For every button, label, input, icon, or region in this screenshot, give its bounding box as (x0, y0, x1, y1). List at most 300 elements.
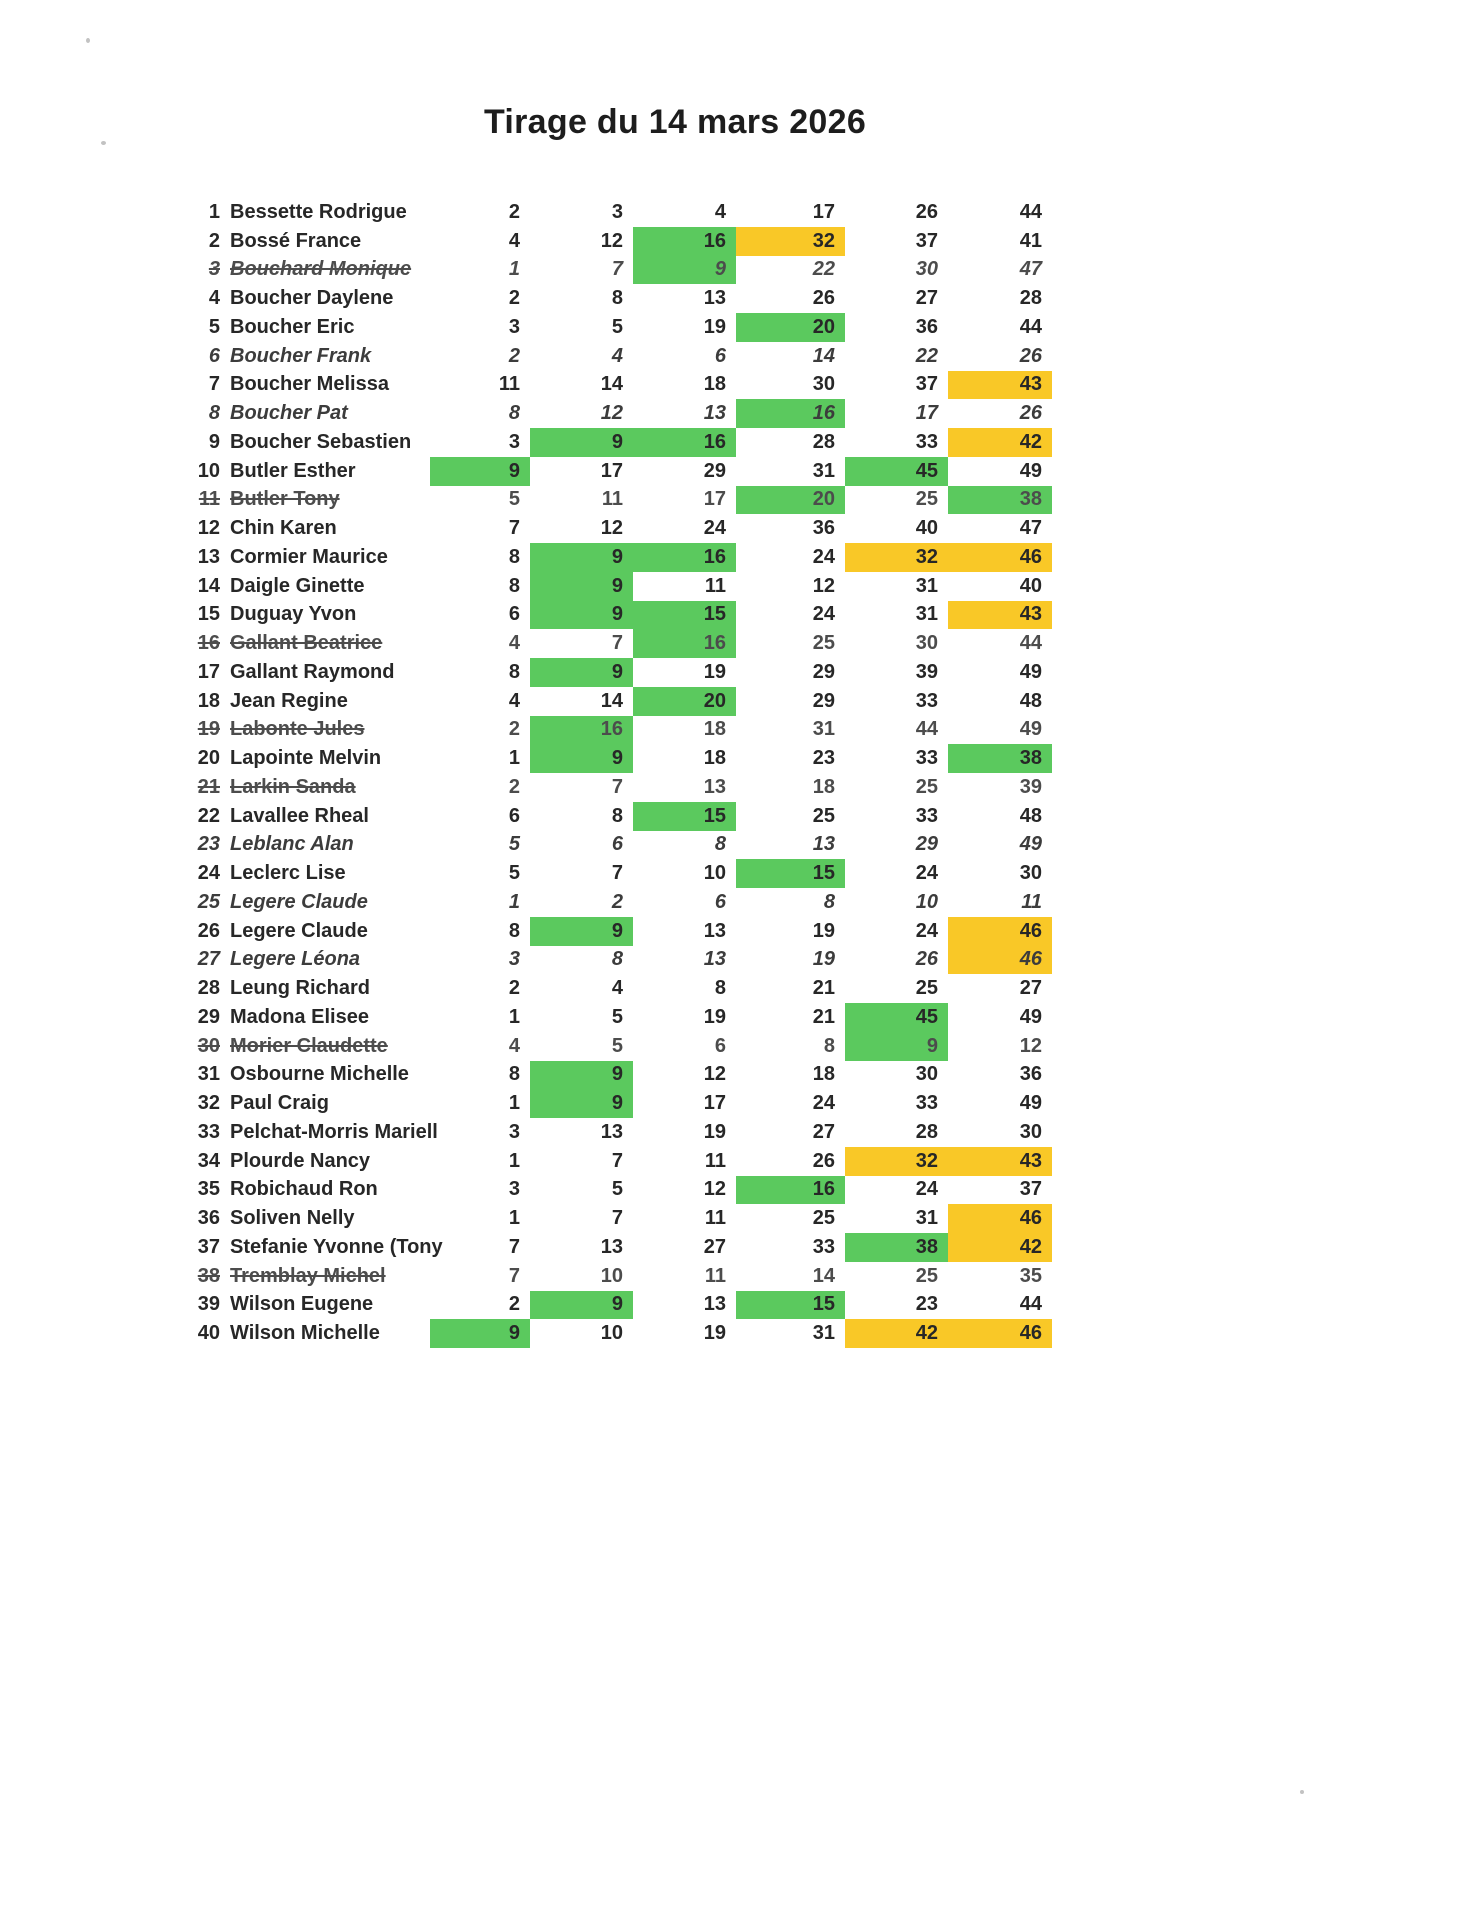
draw-number: 18 (703, 718, 726, 741)
draw-number: 16 (633, 227, 736, 256)
player-name: Boucher Daylene (230, 287, 394, 310)
table-row (190, 572, 1052, 601)
row-number: 6 (208, 344, 220, 367)
draw-number: 46 (948, 1204, 1052, 1233)
row-number: 34 (197, 1149, 220, 1172)
draw-number: 13 (600, 1120, 623, 1143)
row-number: 14 (197, 574, 220, 597)
scan-speck (1300, 1790, 1304, 1794)
draw-number: 20 (736, 313, 845, 342)
draw-number: 11 (1021, 890, 1042, 913)
draw-number: 2 (508, 200, 520, 223)
draw-number: 7 (611, 1207, 623, 1230)
draw-number: 48 (1019, 804, 1042, 827)
row-number: 5 (208, 315, 220, 338)
draw-number: 10 (600, 1264, 623, 1287)
draw-number: 2 (508, 287, 520, 310)
player-name: Bouchard Monique (230, 258, 412, 281)
draw-number: 15 (633, 601, 736, 630)
draw-number: 30 (915, 258, 938, 281)
table-row (190, 1118, 1052, 1147)
draw-number: 13 (703, 1293, 726, 1316)
draw-number: 36 (812, 517, 835, 540)
player-name: Legere Claude (230, 919, 368, 942)
draw-number: 44 (1019, 315, 1042, 338)
row-number: 23 (197, 833, 220, 856)
draw-number: 9 (530, 917, 633, 946)
draw-number: 18 (703, 373, 726, 396)
draw-number: 24 (812, 545, 835, 568)
player-name: Robichaud Ron (230, 1178, 378, 1201)
draw-number: 44 (915, 718, 938, 741)
player-name: Legere Claude (230, 890, 368, 913)
row-number: 3 (208, 258, 220, 281)
draw-number: 19 (812, 919, 835, 942)
draw-number: 7 (611, 775, 623, 798)
row-number: 24 (197, 862, 220, 885)
draw-number: 1 (508, 890, 520, 913)
draw-number: 7 (611, 258, 623, 281)
draw-number: 30 (915, 1063, 938, 1086)
draw-number: 40 (1019, 574, 1042, 597)
draw-number: 6 (508, 603, 520, 626)
draw-number: 45 (845, 1003, 948, 1032)
draw-number: 14 (600, 689, 623, 712)
draw-number: 40 (915, 517, 938, 540)
table-row (190, 601, 1052, 630)
draw-number: 27 (703, 1235, 726, 1258)
draw-number: 42 (845, 1319, 948, 1348)
draw-number: 8 (611, 287, 623, 310)
draw-number: 24 (915, 862, 938, 885)
row-number: 15 (197, 603, 220, 626)
draw-number: 29 (915, 833, 938, 856)
player-name: Labonte Jules (230, 718, 365, 741)
draw-number: 25 (812, 804, 835, 827)
table-row (190, 1032, 1052, 1061)
player-name: Boucher Pat (230, 402, 348, 425)
draw-number: 22 (812, 258, 835, 281)
draw-number: 9 (430, 457, 530, 486)
draw-number: 8 (823, 890, 835, 913)
draw-number: 11 (498, 373, 520, 396)
draw-number: 24 (812, 1092, 835, 1115)
draw-number: 19 (703, 315, 726, 338)
draw-number: 16 (530, 716, 633, 745)
draw-number: 43 (948, 601, 1052, 630)
draw-number: 2 (508, 1293, 520, 1316)
draw-number: 6 (714, 1034, 726, 1057)
draw-number: 22 (915, 344, 938, 367)
draw-number: 20 (633, 687, 736, 716)
player-name: Chin Karen (230, 517, 337, 540)
player-name: Boucher Eric (230, 315, 355, 338)
draw-number: 10 (703, 862, 726, 885)
draw-number: 3 (508, 1120, 520, 1143)
draw-number: 45 (845, 457, 948, 486)
draw-number: 25 (915, 775, 938, 798)
row-number: 19 (197, 718, 220, 741)
draw-number: 33 (915, 1092, 938, 1115)
draw-number: 23 (812, 747, 835, 770)
draw-number: 36 (1019, 1063, 1042, 1086)
row-number: 35 (197, 1178, 220, 1201)
player-name: Bessette Rodrigue (230, 200, 407, 223)
draw-number: 17 (703, 488, 726, 511)
draw-number: 5 (611, 1178, 623, 1201)
player-name: Leung Richard (230, 977, 371, 1000)
table-row (190, 716, 1052, 745)
draw-number: 28 (812, 430, 835, 453)
table-row (190, 486, 1052, 515)
draw-number: 33 (915, 430, 938, 453)
draw-number: 5 (611, 315, 623, 338)
draw-number: 2 (508, 718, 520, 741)
draw-number: 46 (948, 946, 1052, 975)
draw-number: 7 (611, 862, 623, 885)
draw-number: 8 (714, 977, 726, 1000)
scan-speck (86, 38, 90, 43)
draw-number: 12 (1019, 1034, 1042, 1057)
row-number: 1 (208, 200, 220, 223)
draw-number: 27 (1019, 977, 1042, 1000)
table-row (190, 428, 1052, 457)
draw-number: 13 (703, 948, 726, 971)
draw-number: 37 (915, 229, 938, 252)
draw-number: 15 (736, 1291, 845, 1320)
row-number: 40 (197, 1322, 220, 1345)
draw-number: 46 (948, 1319, 1052, 1348)
table-row (190, 1233, 1052, 1262)
draw-number: 33 (812, 1235, 835, 1258)
draw-number: 9 (530, 572, 633, 601)
row-number: 17 (197, 660, 220, 683)
draw-number: 31 (812, 459, 835, 482)
draw-number: 5 (508, 488, 520, 511)
table-row (190, 1061, 1052, 1090)
row-number: 29 (197, 1005, 220, 1028)
player-name: Gallant Beatrice (230, 632, 383, 655)
draw-number: 26 (1019, 344, 1042, 367)
draw-number: 25 (915, 488, 938, 511)
table-row (190, 1089, 1052, 1118)
draw-number: 19 (703, 1120, 726, 1143)
draw-number: 17 (600, 459, 623, 482)
draw-number: 33 (915, 689, 938, 712)
row-number: 30 (197, 1034, 220, 1057)
row-number: 25 (197, 890, 220, 913)
row-number: 18 (197, 689, 220, 712)
draw-number: 16 (633, 543, 736, 572)
player-name: Madona Elisee (230, 1005, 369, 1028)
draw-number: 30 (1019, 1120, 1042, 1143)
draw-number: 5 (611, 1005, 623, 1028)
draw-number: 6 (508, 804, 520, 827)
table-row (190, 198, 1052, 227)
draw-number: 28 (1019, 287, 1042, 310)
draw-number: 13 (703, 287, 726, 310)
table-row (190, 658, 1052, 687)
draw-number: 32 (845, 1147, 948, 1176)
draw-number: 17 (915, 402, 938, 425)
draw-number: 44 (1019, 1293, 1042, 1316)
table-row (190, 457, 1052, 486)
draw-number: 9 (845, 1032, 948, 1061)
draw-number: 39 (1019, 775, 1042, 798)
draw-number: 42 (948, 428, 1052, 457)
draw-number: 49 (1019, 1005, 1042, 1028)
player-name: Morier Claudette (230, 1034, 388, 1057)
draw-number: 26 (915, 200, 938, 223)
row-number: 27 (197, 948, 220, 971)
draw-number: 11 (601, 488, 623, 511)
row-number: 13 (197, 545, 220, 568)
draw-number: 13 (600, 1235, 623, 1258)
draw-number: 5 (508, 833, 520, 856)
row-number: 10 (197, 459, 220, 482)
row-number: 4 (208, 287, 220, 310)
draw-number: 4 (508, 1034, 520, 1057)
draw-number: 6 (714, 344, 726, 367)
draw-number: 1 (508, 1149, 520, 1172)
draw-number: 8 (508, 1063, 520, 1086)
draw-number: 39 (915, 660, 938, 683)
row-number: 8 (208, 402, 220, 425)
draw-number: 9 (530, 744, 633, 773)
row-number: 28 (197, 977, 220, 1000)
player-name: Pelchat-Morris Mariell (230, 1120, 438, 1143)
draw-number: 11 (704, 1207, 726, 1230)
draw-number: 8 (508, 919, 520, 942)
draw-number: 43 (948, 1147, 1052, 1176)
draw-number: 3 (508, 1178, 520, 1201)
player-name: Tremblay Michel (230, 1264, 386, 1287)
table-row (190, 399, 1052, 428)
player-name: Bossé France (230, 229, 362, 252)
draw-table (190, 198, 1052, 1348)
draw-number: 31 (812, 1322, 835, 1345)
draw-number: 16 (633, 629, 736, 658)
draw-number: 13 (703, 775, 726, 798)
row-number: 2 (208, 229, 220, 252)
draw-number: 12 (812, 574, 835, 597)
player-name: Wilson Michelle (230, 1322, 380, 1345)
draw-number: 30 (915, 632, 938, 655)
draw-number: 18 (703, 747, 726, 770)
table-row (190, 802, 1052, 831)
draw-number: 26 (812, 287, 835, 310)
draw-number: 25 (812, 1207, 835, 1230)
player-name: Boucher Sebastien (230, 430, 412, 453)
draw-number: 25 (915, 1264, 938, 1287)
row-number: 32 (197, 1092, 220, 1115)
row-number: 26 (197, 919, 220, 942)
draw-number: 49 (1019, 833, 1042, 856)
draw-number: 2 (508, 775, 520, 798)
draw-number: 47 (1019, 258, 1042, 281)
draw-number: 3 (508, 315, 520, 338)
draw-number: 9 (530, 543, 633, 572)
draw-number: 10 (600, 1322, 623, 1345)
draw-number: 46 (948, 543, 1052, 572)
draw-number: 4 (611, 344, 623, 367)
draw-number: 29 (812, 660, 835, 683)
player-name: Soliven Nelly (230, 1207, 355, 1230)
table-row (190, 514, 1052, 543)
draw-number: 12 (600, 402, 623, 425)
table-row (190, 946, 1052, 975)
draw-number: 25 (915, 977, 938, 1000)
draw-number: 44 (1019, 200, 1042, 223)
draw-number: 47 (1019, 517, 1042, 540)
draw-number: 19 (812, 948, 835, 971)
draw-number: 7 (611, 1149, 623, 1172)
player-name: Gallant Raymond (230, 660, 395, 683)
draw-number: 49 (1019, 660, 1042, 683)
draw-number: 27 (812, 1120, 835, 1143)
draw-number: 1 (508, 258, 520, 281)
draw-number: 2 (611, 890, 623, 913)
draw-number: 44 (1019, 632, 1042, 655)
player-name: Butler Tony (230, 488, 340, 511)
row-number: 7 (208, 373, 220, 396)
row-number: 37 (197, 1235, 220, 1258)
draw-number: 20 (736, 486, 845, 515)
draw-number: 29 (812, 689, 835, 712)
player-name: Leblanc Alan (230, 833, 354, 856)
draw-number: 19 (703, 1322, 726, 1345)
draw-number: 1 (508, 747, 520, 770)
draw-number: 21 (812, 1005, 835, 1028)
table-row (190, 773, 1052, 802)
draw-number: 14 (812, 344, 835, 367)
draw-number: 31 (915, 574, 938, 597)
table-row (190, 227, 1052, 256)
row-number: 22 (197, 804, 220, 827)
draw-number: 7 (508, 1235, 520, 1258)
draw-number: 30 (812, 373, 835, 396)
draw-number: 35 (1019, 1264, 1042, 1287)
player-name: Legere Léona (230, 948, 361, 971)
player-name: Stefanie Yvonne (Tony (230, 1235, 443, 1258)
draw-number: 9 (530, 1089, 633, 1118)
row-number: 31 (197, 1063, 220, 1086)
draw-number: 9 (633, 256, 736, 285)
draw-number: 2 (508, 977, 520, 1000)
draw-number: 37 (1019, 1178, 1042, 1201)
draw-number: 18 (812, 775, 835, 798)
table-row (190, 1319, 1052, 1348)
draw-number: 5 (508, 862, 520, 885)
draw-number: 17 (703, 1092, 726, 1115)
row-number: 9 (208, 430, 220, 453)
player-name: Wilson Eugene (230, 1293, 374, 1316)
row-number: 21 (197, 775, 220, 798)
draw-number: 12 (600, 517, 623, 540)
draw-number: 11 (704, 1149, 726, 1172)
draw-number: 8 (611, 804, 623, 827)
draw-number: 9 (530, 601, 633, 630)
player-name: Osbourne Michelle (230, 1063, 409, 1086)
draw-number: 32 (736, 227, 845, 256)
draw-number: 4 (714, 200, 726, 223)
table-row (190, 313, 1052, 342)
draw-number: 38 (948, 744, 1052, 773)
player-name: Lapointe Melvin (230, 747, 382, 770)
draw-number: 15 (633, 802, 736, 831)
draw-number: 4 (508, 632, 520, 655)
draw-number: 4 (611, 977, 623, 1000)
draw-number: 6 (611, 833, 623, 856)
table-row (190, 1291, 1052, 1320)
player-name: Leclerc Lise (230, 862, 346, 885)
draw-number: 12 (703, 1178, 726, 1201)
draw-number: 1 (508, 1005, 520, 1028)
draw-number: 5 (611, 1034, 623, 1057)
draw-number: 10 (915, 890, 938, 913)
player-name: Lavallee Rheal (230, 804, 369, 827)
table-row (190, 831, 1052, 860)
draw-number: 24 (915, 1178, 938, 1201)
row-number: 11 (198, 488, 220, 511)
player-name: Cormier Maurice (230, 545, 388, 568)
draw-number: 8 (508, 574, 520, 597)
draw-number: 1 (508, 1092, 520, 1115)
draw-number: 16 (736, 1176, 845, 1205)
row-number: 38 (197, 1264, 220, 1287)
draw-number: 4 (508, 689, 520, 712)
draw-number: 33 (915, 747, 938, 770)
draw-number: 8 (611, 948, 623, 971)
table-row (190, 1003, 1052, 1032)
table-row (190, 1147, 1052, 1176)
player-name: Paul Craig (230, 1092, 329, 1115)
table-row (190, 687, 1052, 716)
draw-number: 11 (704, 1264, 726, 1287)
player-name: Daigle Ginette (230, 574, 365, 597)
draw-number: 31 (915, 1207, 938, 1230)
table-row (190, 917, 1052, 946)
draw-number: 12 (703, 1063, 726, 1086)
row-number: 20 (197, 747, 220, 770)
draw-number: 36 (915, 315, 938, 338)
draw-number: 31 (915, 603, 938, 626)
table-row (190, 629, 1052, 658)
draw-number: 13 (703, 919, 726, 942)
draw-number: 38 (948, 486, 1052, 515)
draw-number: 3 (508, 948, 520, 971)
draw-number: 37 (915, 373, 938, 396)
draw-number: 26 (1019, 402, 1042, 425)
player-name: Larkin Sanda (230, 775, 356, 798)
draw-number: 15 (736, 859, 845, 888)
draw-number: 13 (812, 833, 835, 856)
draw-number: 23 (915, 1293, 938, 1316)
draw-number: 13 (703, 402, 726, 425)
table-row (190, 284, 1052, 313)
row-number: 16 (197, 632, 220, 655)
table-row (190, 1204, 1052, 1233)
draw-number: 8 (714, 833, 726, 856)
table-row (190, 744, 1052, 773)
draw-number: 16 (736, 399, 845, 428)
draw-number: 19 (703, 660, 726, 683)
draw-number: 8 (508, 660, 520, 683)
draw-number: 1 (508, 1207, 520, 1230)
table-row (190, 1262, 1052, 1291)
player-name: Boucher Frank (230, 344, 372, 367)
draw-number: 19 (703, 1005, 726, 1028)
